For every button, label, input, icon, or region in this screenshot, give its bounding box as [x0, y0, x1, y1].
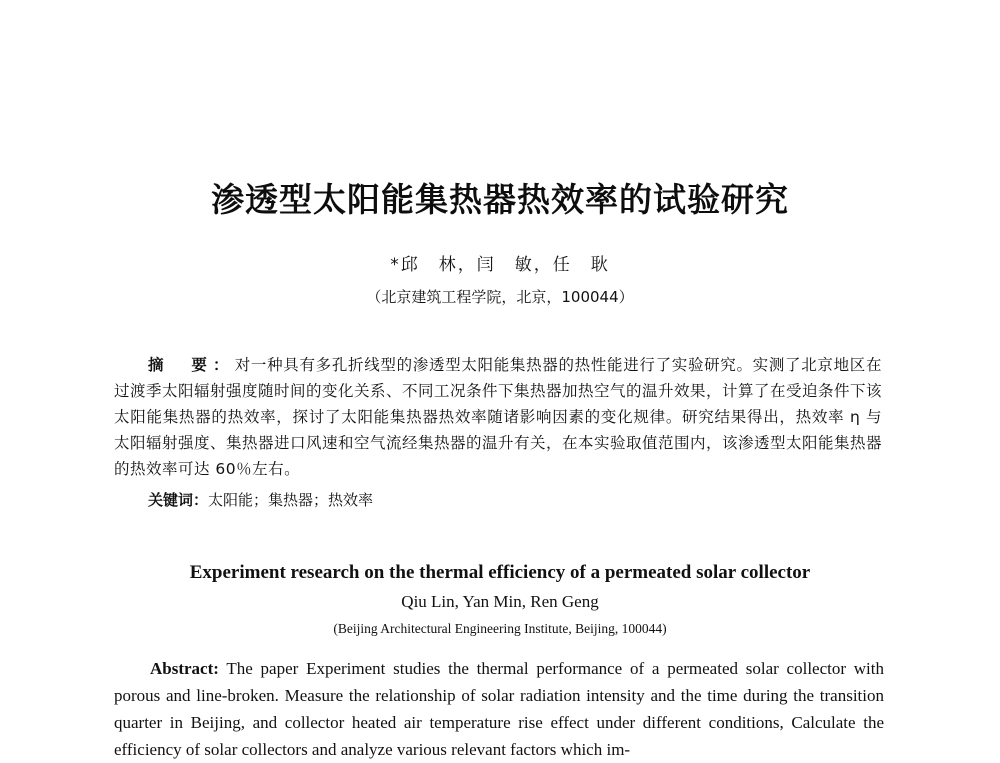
chinese-abstract-text: 对一种具有多孔折线型的渗透型太阳能集热器的热性能进行了实验研究。实测了北京地区在过渡季太阳辐射强度随时间的变化关系、不同工况条件下集热器加热空气的温升效果，计算了在受迫条件下该太阳能集热器的热效率，探讨了太阳能集热器热效率随诸影响因素的变化规律。研究结果得出，热效率 η 与太阳辐射强度、集热器进口风速和空气流经集热器的温升有关，在本实验取值范围内，该渗透型太阳能集热器的热效率可达 60％左右。: [114, 356, 883, 478]
english-abstract-text: The paper Experiment studies the thermal performance of a permeated solar collector with porous and line-broken. Measure the relationship of solar radiation intensity and the time during the transition quarter in Beijing, and collector heated air temperature rise effect under different conditions, Calculate the efficiency of solar collectors and analyze various relevant factors which im-: [114, 659, 884, 759]
chinese-abstract-label: 摘 要：: [148, 356, 235, 374]
chinese-title: 渗透型太阳能集热器热效率的试验研究: [211, 180, 789, 219]
english-authors: Qiu Lin, Yan Min, Ren Geng: [401, 592, 599, 611]
chinese-keywords-label: 关键词：: [148, 491, 209, 509]
chinese-affiliation: （北京建筑工程学院，北京，100044）: [366, 288, 634, 306]
english-affiliation: (Beijing Architectural Engineering Institute, Beijing, 100044): [333, 621, 667, 636]
chinese-authors: *邱 林，闫 敏，任 耿: [390, 255, 610, 275]
english-abstract-label: Abstract:: [150, 659, 219, 678]
chinese-keywords-text: 太阳能；集热器；热效率: [208, 491, 374, 509]
english-abstract: [114, 655, 884, 763]
english-title: Experiment research on the thermal efficiency of a permeated solar collector: [189, 562, 811, 583]
chinese-keywords: [148, 489, 888, 510]
chinese-abstract: [114, 352, 882, 482]
